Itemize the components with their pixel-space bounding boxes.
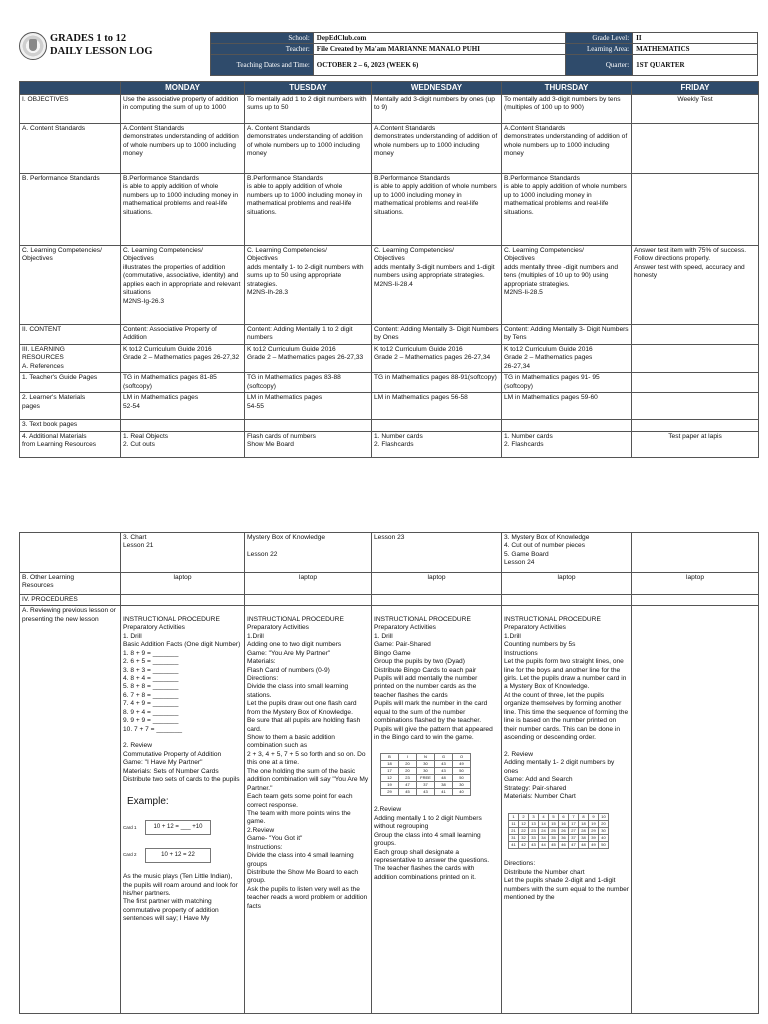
number-chart-cell: 33 bbox=[529, 834, 539, 841]
number-chart-cell: 23 bbox=[529, 827, 539, 834]
table1-row bbox=[20, 325, 759, 345]
bingo-cell: 12 bbox=[381, 774, 399, 781]
other-resources-label: B. Other Learning Resources bbox=[20, 573, 121, 595]
number-chart-cell: 38 bbox=[579, 834, 589, 841]
number-chart-cell: 10 bbox=[599, 813, 609, 820]
bingo-cell: B bbox=[381, 753, 399, 760]
cell-friday bbox=[632, 373, 759, 393]
area-label: Learning Area: bbox=[566, 44, 633, 55]
bingo-cell: 48 bbox=[435, 774, 453, 781]
number-chart-cell: 31 bbox=[509, 834, 519, 841]
number-chart-cell: 12 bbox=[519, 820, 529, 827]
bingo-cell: 37 bbox=[417, 781, 435, 788]
day-friday: FRIDAY bbox=[632, 82, 759, 95]
bingo-cell: 20 bbox=[399, 760, 417, 767]
table1-row bbox=[20, 124, 759, 174]
number-chart-cell: 7 bbox=[569, 813, 579, 820]
other-wed: laptop bbox=[372, 573, 502, 595]
document-title bbox=[50, 32, 153, 58]
cell-thursday: Content: Adding Mentally 3- Digit Numbers by Tens bbox=[502, 325, 632, 345]
table1-row bbox=[20, 420, 759, 431]
number-chart-cell: 29 bbox=[589, 827, 599, 834]
teacher-value: File Created by Ma'am MARIANNE MANALO PUHI bbox=[313, 44, 565, 55]
grade-value: II bbox=[633, 33, 758, 44]
dates-value: OCTOBER 2 – 6, 2023 (WEEK 6) bbox=[313, 55, 565, 76]
lesson-log-table-2 bbox=[19, 532, 759, 1014]
bingo-cell: 43 bbox=[435, 767, 453, 774]
cell-monday: Use the associative property of addition in computing the sum of up to 1000 bbox=[121, 95, 245, 124]
bingo-cell: 43 bbox=[435, 760, 453, 767]
cell-tuesday: Content: Adding Mentally 1 to 2 digit numbers bbox=[245, 325, 372, 345]
cell-wednesday: A.Content Standards demonstrates understanding of addition of whole numbers up to 1000 including money bbox=[372, 124, 502, 174]
number-chart-cell: 47 bbox=[569, 841, 579, 848]
monday-procedure-text: INSTRUCTIONAL PROCEDURE Preparatory Activities 1. Drill Basic Addition Facts (One digit Number) 1. 8 + 9 = _______ 2. 6 + 5 = _______ 3. 8 + 3 = _______ 4. 8 + 4 = _______ 5. 8 + 8 = _______ 6. 7 + 8 = _______ 7. 4 + 9 = _______ 8. 9 + 4 = _______ 9. 9 + 9 = _______ 10. 7 + 7 = _______ 2. Review Commutative Property of Addition Game: "I Have My Partner" Materials: Sets of Number Cards Distribute two sets of cards to the pupils bbox=[123, 615, 241, 784]
title-line1: GRADES 1 to 12 bbox=[50, 33, 127, 44]
table1-row bbox=[20, 246, 759, 325]
other-mon: laptop bbox=[121, 573, 245, 595]
number-chart-cell: 50 bbox=[599, 841, 609, 848]
number-chart-cell: 36 bbox=[559, 834, 569, 841]
cell-wednesday: Content: Adding Mentally 3- Digit Numbers by Ones bbox=[372, 325, 502, 345]
bingo-cell: 43 bbox=[417, 788, 435, 795]
cell-thursday: To mentally add 3-digit numbers by tens (multiples of 100 up to 900) bbox=[502, 95, 632, 124]
cell-wednesday: LM in Mathematics pages 56-58 bbox=[372, 393, 502, 420]
cell-friday bbox=[632, 420, 759, 431]
cell-friday bbox=[632, 124, 759, 174]
number-chart-cell: 4 bbox=[539, 813, 549, 820]
other-thu: laptop bbox=[502, 573, 632, 595]
number-chart-cell: 13 bbox=[529, 820, 539, 827]
review-monday bbox=[121, 606, 245, 1014]
bingo-cell: 18 bbox=[381, 760, 399, 767]
quarter-label: Quarter: bbox=[566, 55, 633, 76]
number-chart-cell: 22 bbox=[519, 827, 529, 834]
bingo-cell: 45 bbox=[399, 788, 417, 795]
cell-tuesday: LM in Mathematics pages 54-55 bbox=[245, 393, 372, 420]
number-chart-cell: 25 bbox=[549, 827, 559, 834]
other-fri: laptop bbox=[632, 573, 759, 595]
number-chart-cell: 19 bbox=[589, 820, 599, 827]
bingo-cell: 23 bbox=[399, 774, 417, 781]
cell-thursday: B.Performance Standards is able to apply addition of whole numbers up to 1000 including money in mathematical problems and real-life situations. bbox=[502, 174, 632, 246]
row-label: A. Content Standards bbox=[20, 124, 121, 174]
card2-label: Card 2 bbox=[123, 852, 137, 858]
cell-friday bbox=[632, 174, 759, 246]
table1-row bbox=[20, 95, 759, 124]
bingo-cell: 30 bbox=[417, 760, 435, 767]
row-label: 1. Teacher's Guide Pages bbox=[20, 373, 121, 393]
cell-monday: TG in Mathematics pages 81-85 (softcopy) bbox=[121, 373, 245, 393]
table1-row bbox=[20, 373, 759, 393]
day-monday: MONDAY bbox=[121, 82, 245, 95]
cell-thursday: 1. Number cards 2. Flashcards bbox=[502, 431, 632, 457]
number-chart-cell: 21 bbox=[509, 827, 519, 834]
number-chart-cell: 30 bbox=[599, 827, 609, 834]
number-chart-cell: 45 bbox=[549, 841, 559, 848]
review-friday bbox=[632, 606, 759, 1014]
bingo-cell: 47 bbox=[399, 781, 417, 788]
number-chart-cell: 34 bbox=[539, 834, 549, 841]
bingo-cell: 49 bbox=[453, 760, 471, 767]
number-chart-cell: 14 bbox=[539, 820, 549, 827]
cont-tue: Mystery Box of Knowledge Lesson 22 bbox=[245, 533, 372, 573]
cell-tuesday: C. Learning Competencies/ Objectives adds mentally 1- to 2-digit numbers with sums up to 50 using appropriate strategies. M2NS-Ih-28.3 bbox=[245, 246, 372, 325]
wednesday-procedure-text-2: 2.Review Adding mentally 1 to 2 digit Numbers without regrouping Group the class into 4 small learning groups. Each group shall designate a representative to answer the questions. The teacher flashes the cards with addition combinations printed on it. bbox=[374, 806, 490, 881]
number-chart-cell: 15 bbox=[549, 820, 559, 827]
card1-box: 10 + 12 = ___ +10 bbox=[145, 820, 211, 835]
cell-monday: C. Learning Competencies/ Objectives illustrates the properties of addition (commutative, associative, identity) and applies each in appropriate and relevant situations M2NS-Ig-26.3 bbox=[121, 246, 245, 325]
cell-tuesday: B.Performance Standards is able to apply addition of whole numbers up to 1000 including money in mathematical problems and real-life situations. bbox=[245, 174, 372, 246]
cont-fri bbox=[632, 533, 759, 573]
bingo-cell: 29 bbox=[381, 788, 399, 795]
number-chart-cell: 20 bbox=[599, 820, 609, 827]
number-chart-cell: 35 bbox=[549, 834, 559, 841]
row-label: C. Learning Competencies/ Objectives bbox=[20, 246, 121, 325]
bingo-cell: I bbox=[399, 753, 417, 760]
cell-thursday bbox=[502, 420, 632, 431]
number-chart-cell: 28 bbox=[579, 827, 589, 834]
bingo-cell: 38 bbox=[435, 781, 453, 788]
school-label: School: bbox=[211, 33, 314, 44]
row-label: II. CONTENT bbox=[20, 325, 121, 345]
cell-wednesday: TG in Mathematics pages 88-91(softcopy) bbox=[372, 373, 502, 393]
number-chart-cell: 37 bbox=[569, 834, 579, 841]
cell-monday: LM in Mathematics pages 52-54 bbox=[121, 393, 245, 420]
number-chart-cell: 18 bbox=[579, 820, 589, 827]
number-chart-cell: 16 bbox=[559, 820, 569, 827]
row-label: 3. Text book pages bbox=[20, 420, 121, 431]
title-line2: DAILY LESSON LOG bbox=[50, 46, 153, 57]
row-label: III. LEARNING RESOURCES A. References bbox=[20, 344, 121, 372]
table1-row bbox=[20, 431, 759, 457]
cell-thursday: A.Content Standards demonstrates understanding of addition of whole numbers up to 1000 including money bbox=[502, 124, 632, 174]
row-label: 2. Learner's Materials pages bbox=[20, 393, 121, 420]
review-tuesday bbox=[245, 606, 372, 1014]
number-chart-cell: 44 bbox=[539, 841, 549, 848]
table1-row bbox=[20, 393, 759, 420]
number-chart-cell: 42 bbox=[519, 841, 529, 848]
card1-label: Card 1 bbox=[123, 824, 137, 830]
cell-wednesday: 1. Number cards 2. Flashcards bbox=[372, 431, 502, 457]
thursday-procedure-text-2: Directions: Distribute the Number chart Let the pupils shade 2-digit and 1-digit numbers with the sum equal to the number mentioned by the bbox=[504, 860, 629, 902]
number-chart-cell: 24 bbox=[539, 827, 549, 834]
day-thursday: THURSDAY bbox=[502, 82, 632, 95]
cell-thursday: C. Learning Competencies/ Objectives adds mentally three -digit numbers and tens (multiples of 10 up to 90) using appropriate strategies. M2NS-Ii-28.5 bbox=[502, 246, 632, 325]
wednesday-procedure-text: INSTRUCTIONAL PROCEDURE Preparatory Activities 1. Drill Game: Pair-Shared Bingo Game Group the pupils by two (Dyad) Distribute Bingo Cards to each pair Pupils will add mentally the number printed on the number cards as the teacher flashes the cards Pupils will mark the number in the card equal to the sum of the number combinations flashed by the teacher. Pupils will give the pattern that appeared in the Bingo card to win the game. bbox=[374, 615, 493, 741]
cell-thursday: LM in Mathematics pages 59-60 bbox=[502, 393, 632, 420]
cell-tuesday: A. Content Standards demonstrates understanding of addition of whole numbers up to 1000 including money bbox=[245, 124, 372, 174]
cell-friday bbox=[632, 393, 759, 420]
lesson-log-table-1 bbox=[19, 81, 759, 458]
cell-thursday: K to12 Curriculum Guide 2016 Grade 2 – Mathematics pages 26-27,34 bbox=[502, 344, 632, 372]
thursday-procedure-text: INSTRUCTIONAL PROCEDURE Preparatory Activities 1.Drill Counting numbers by 5s Instructions Let the pupils form two straight lines, one line for the boys and another line for the girls. Let the pupils draw a number card in a Mystery Box of Knowledge. At the count of three, let the pupils organize themselves by forming another line. This time the sequence of forming the line is based on the number printed on their number cards. This can be done in ascending or descending order. 2. Review Adding mentally 1- 2 digit numbers by ones Game: Add and Search Strategy: Pair-shared Materials: Number Chart bbox=[504, 615, 629, 801]
cont-label bbox=[20, 533, 121, 573]
grade-label: Grade Level: bbox=[566, 33, 633, 44]
bingo-cell: 20 bbox=[399, 767, 417, 774]
bingo-cell: O bbox=[453, 753, 471, 760]
cell-wednesday: C. Learning Competencies/ Objectives adds mentally 3-digit numbers and 1-digit numbers using appropriate strategies. M2NS-Ii-28.4 bbox=[372, 246, 502, 325]
cell-wednesday: B.Performance Standards is able to apply addition of whole numbers up to 1000 including money in mathematical problems and real-life situations. bbox=[372, 174, 502, 246]
cell-wednesday bbox=[372, 420, 502, 431]
table1-row bbox=[20, 344, 759, 372]
cell-friday bbox=[632, 325, 759, 345]
cell-tuesday: TG in Mathematics pages 83-88 (softcopy) bbox=[245, 373, 372, 393]
cell-tuesday: Flash cards of numbers Show Me Board bbox=[245, 431, 372, 457]
number-chart-cell: 39 bbox=[589, 834, 599, 841]
number-chart-cell: 27 bbox=[569, 827, 579, 834]
cell-monday: K to12 Curriculum Guide 2016 Grade 2 – Mathematics pages 26-27,32 bbox=[121, 344, 245, 372]
deped-seal-logo bbox=[19, 32, 47, 60]
bingo-cell: 17 bbox=[381, 767, 399, 774]
procedures-label: IV. PROCEDURES bbox=[20, 595, 121, 606]
bingo-cell: 40 bbox=[453, 788, 471, 795]
tuesday-procedure-text: INSTRUCTIONAL PROCEDURE Preparatory Activities 1.Drill Adding one to two digit numbers Game: "You Are My Partner" Materials: Flash Card of numbers (0-9) Directions: Divide the class into small learning stations. Let the pupils draw out one flash card from the Mystery Box of Knowledge. Be sure that all pupils are holding flash card. Show to them a basic addition combination such as 2 + 3, 4 + 5, 7 + 5 so forth and so on. Do this one at a time. The one holding the sum of the basic addition combination will say "You Are My Partner." Each team gets some point for each correct response. The team with more points wins the game. 2.Review Game- "You Got it" Instructions: Divide the class into 4 small learning groups Distribute the Show Me Board to each group. Ask the pupils to listen very well as the teacher reads a word problem or addition facts bbox=[247, 615, 369, 910]
number-chart-cell: 8 bbox=[579, 813, 589, 820]
dates-label: Teaching Dates and Time: bbox=[211, 55, 314, 76]
day-wednesday: WEDNESDAY bbox=[372, 82, 502, 95]
cell-friday: Answer test item with 75% of success. Follow directions properly. Answer test with speed, accuracy and honesty bbox=[632, 246, 759, 325]
cont-mon: 3. Chart Lesson 21 bbox=[121, 533, 245, 573]
cell-friday: Weekly Test bbox=[632, 95, 759, 124]
table1-row bbox=[20, 174, 759, 246]
review-wednesday bbox=[372, 606, 502, 1014]
number-chart-cell: 5 bbox=[549, 813, 559, 820]
review-label: A. Reviewing previous lesson or presenting the new lesson bbox=[20, 606, 121, 1014]
cell-monday: Content: Associative Property of Addition bbox=[121, 325, 245, 345]
number-chart bbox=[508, 813, 609, 849]
number-chart-cell: 41 bbox=[509, 841, 519, 848]
number-chart-cell: 2 bbox=[519, 813, 529, 820]
bingo-cell: FREE bbox=[417, 774, 435, 781]
cell-monday: B.Performance Standards is able to apply addition of whole numbers up to 1000 including money in mathematical problems and real-life situations. bbox=[121, 174, 245, 246]
other-tue: laptop bbox=[245, 573, 372, 595]
cell-friday bbox=[632, 344, 759, 372]
number-chart-cell: 9 bbox=[589, 813, 599, 820]
header-blank bbox=[20, 82, 121, 95]
bingo-cell: N bbox=[417, 753, 435, 760]
bingo-cell: 50 bbox=[453, 774, 471, 781]
number-chart-cell: 3 bbox=[529, 813, 539, 820]
teacher-label: Teacher: bbox=[211, 44, 314, 55]
cont-wed: Lesson 23 bbox=[372, 533, 502, 573]
bingo-card bbox=[380, 753, 471, 796]
cell-tuesday: To mentally add 1 to 2 digit numbers with sums up to 50 bbox=[245, 95, 372, 124]
row-label: 4. Additional Materials from Learning Resources bbox=[20, 431, 121, 457]
school-value: DepEdClub.com bbox=[313, 33, 565, 44]
cell-monday: A.Content Standards demonstrates understanding of addition of whole numbers up to 1000 including money bbox=[121, 124, 245, 174]
cell-thursday: TG in Mathematics pages 91- 95 (softcopy) bbox=[502, 373, 632, 393]
number-chart-cell: 32 bbox=[519, 834, 529, 841]
number-chart-cell: 11 bbox=[509, 820, 519, 827]
bingo-cell: 50 bbox=[453, 767, 471, 774]
cell-monday: 1. Real Objects 2. Cut outs bbox=[121, 431, 245, 457]
cell-tuesday: K to12 Curriculum Guide 2016 Grade 2 – Mathematics pages 26-27,33 bbox=[245, 344, 372, 372]
cont-thu: 3. Mystery Box of Knowledge 4. Cut out of number pieces 5. Game Board Lesson 24 bbox=[502, 533, 632, 573]
number-chart-cell: 1 bbox=[509, 813, 519, 820]
number-chart-cell: 49 bbox=[589, 841, 599, 848]
example-label: Example: bbox=[127, 796, 169, 808]
day-tuesday: TUESDAY bbox=[245, 82, 372, 95]
row-label: I. OBJECTIVES bbox=[20, 95, 121, 124]
monday-procedure-text-2: As the music plays (Ten Little Indian), the pupils will roam around and look for his/her partners. The first partner with matching commutative property of addition sentences will say; I Have My bbox=[123, 873, 238, 923]
number-chart-cell: 26 bbox=[559, 827, 569, 834]
cell-wednesday: Mentally add 3-digit numbers by ones (up to 9) bbox=[372, 95, 502, 124]
number-chart-cell: 46 bbox=[559, 841, 569, 848]
number-chart-cell: 17 bbox=[569, 820, 579, 827]
number-chart-cell: 40 bbox=[599, 834, 609, 841]
cell-friday: Test paper at lapis bbox=[632, 431, 759, 457]
bingo-cell: 41 bbox=[435, 788, 453, 795]
number-chart-cell: 48 bbox=[579, 841, 589, 848]
cell-monday bbox=[121, 420, 245, 431]
area-value: MATHEMATICS bbox=[633, 44, 758, 55]
row-label: B. Performance Standards bbox=[20, 174, 121, 246]
bingo-cell: 30 bbox=[417, 767, 435, 774]
number-chart-cell: 43 bbox=[529, 841, 539, 848]
bingo-cell: G bbox=[435, 753, 453, 760]
card2-box: 10 + 12 = 22 bbox=[145, 848, 211, 863]
bingo-cell: 30 bbox=[453, 781, 471, 788]
bingo-cell: 19 bbox=[381, 781, 399, 788]
cell-tuesday bbox=[245, 420, 372, 431]
number-chart-cell: 6 bbox=[559, 813, 569, 820]
header-info-table bbox=[210, 32, 758, 76]
review-thursday bbox=[502, 606, 632, 1014]
quarter-value: 1ST QUARTER bbox=[633, 55, 758, 76]
cell-wednesday: K to12 Curriculum Guide 2016 Grade 2 – Mathematics pages 26-27,34 bbox=[372, 344, 502, 372]
